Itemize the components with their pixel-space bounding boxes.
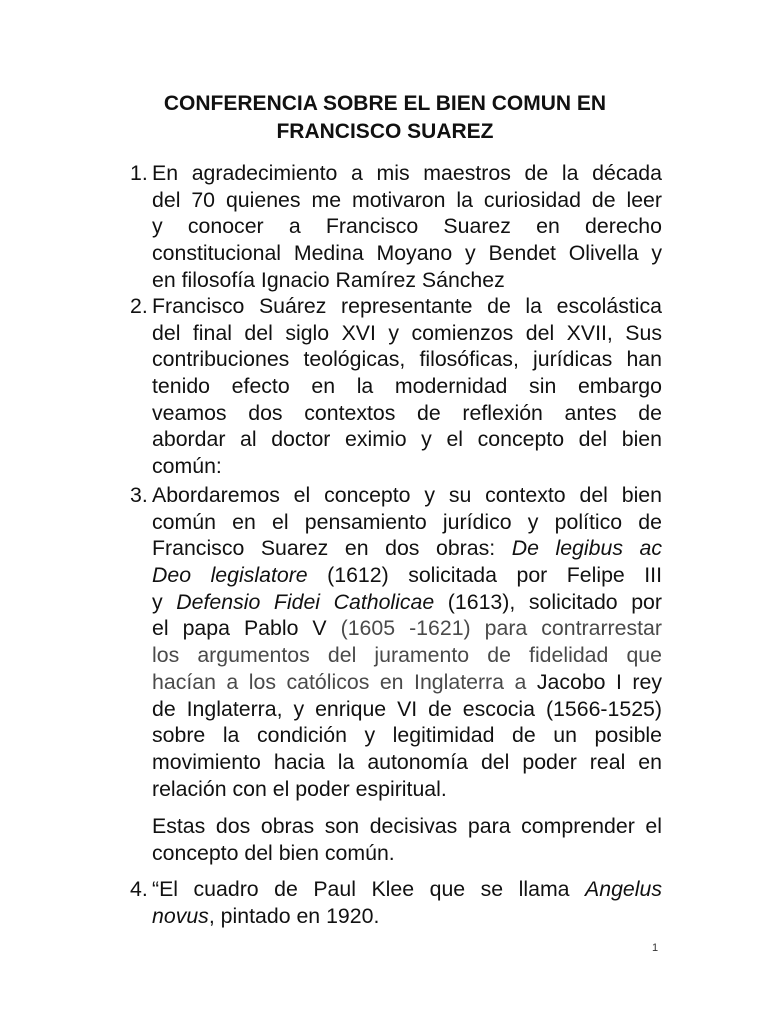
text-run: Jacobo I rey <box>536 669 662 694</box>
title-line-2: FRANCISCO SUAREZ <box>276 120 494 143</box>
text-line <box>152 903 662 930</box>
text-line: abordar al doctor eximio y el concepto del bien <box>152 427 662 452</box>
text-line: en filosofía Ignacio Ramírez Sánchez <box>152 267 505 292</box>
title-line-1: CONFERENCIA SOBRE EL BIEN COMUN EN <box>163 92 607 115</box>
text-run: Francisco Suarez en dos obras: <box>152 536 512 561</box>
text-run-gray: hacían a los católicos en Inglaterra a <box>152 669 537 694</box>
text-run: (1612) solicitada por Felipe III <box>307 563 662 588</box>
book-title: Deo legislatore <box>152 563 308 588</box>
artwork-title: Angelus <box>585 877 662 901</box>
list-number: 3. <box>130 483 148 507</box>
text-line: del 70 quienes me motivaron la curiosidad de leer <box>152 187 662 212</box>
text-run: “El cuadro de Paul Klee que se llama <box>152 877 586 901</box>
list-number: 2. <box>130 294 148 318</box>
book-title: De legibus ac <box>511 536 663 561</box>
text-line: Estas dos obras son decisivas para comprender el <box>152 814 662 838</box>
text-line: y conocer a Francisco Suarez en derecho <box>152 214 662 239</box>
text-line: del final del siglo XVI y comienzos del XVII, Sus <box>152 320 662 345</box>
text-run: el papa Pablo V <box>152 616 341 641</box>
text-line: contribuciones teológicas, filosóficas, jurídicas han <box>152 347 662 372</box>
document-title <box>100 90 670 146</box>
text-line: común: <box>152 454 222 479</box>
text-line <box>152 876 662 903</box>
text-line: constitucional Medina Moyano y Bendet Olivella y <box>152 241 662 266</box>
artwork-title: novus <box>152 903 209 928</box>
list-number: 1. <box>130 161 148 185</box>
text-line: En agradecimiento a mis maestros de la década <box>152 161 662 185</box>
text-line: Francisco Suárez representante de la escolástica <box>152 294 662 318</box>
text-line: sobre la condición y legitimidad de un posible <box>152 723 662 748</box>
text-line: común en el pensamiento jurídico y político de <box>152 509 662 534</box>
text-line: concepto del bien común. <box>152 840 395 865</box>
body-paragraph <box>152 813 662 866</box>
text-line: Abordaremos el concepto y su contexto del bien <box>152 483 662 507</box>
text-line: relación con el poder espiritual. <box>152 776 447 801</box>
text-line <box>152 535 662 562</box>
text-run: (1613), solicitado por <box>434 589 662 614</box>
list-number: 4. <box>130 877 148 901</box>
text-line: los argumentos del juramento de fidelidad que <box>152 643 662 668</box>
text-line <box>152 589 662 616</box>
text-run: y <box>152 589 177 614</box>
text-line <box>152 615 662 642</box>
text-line: de Inglaterra, y enrique VI de escocia (1566-1525) <box>152 696 662 721</box>
text-line <box>152 562 662 589</box>
text-line: veamos dos contextos de reflexión antes de <box>152 400 662 425</box>
book-title: Defensio Fidei Catholicae <box>176 589 435 614</box>
text-run: , pintado en 1920. <box>208 903 380 928</box>
page-number: 1 <box>652 942 659 954</box>
text-run-gray: (1605 -1621) para contrarrestar <box>340 616 662 641</box>
text-line: tenido efecto en la modernidad sin embargo <box>152 374 662 399</box>
text-line: movimiento hacia la autonomía del poder real en <box>152 749 662 774</box>
text-line <box>152 669 662 696</box>
